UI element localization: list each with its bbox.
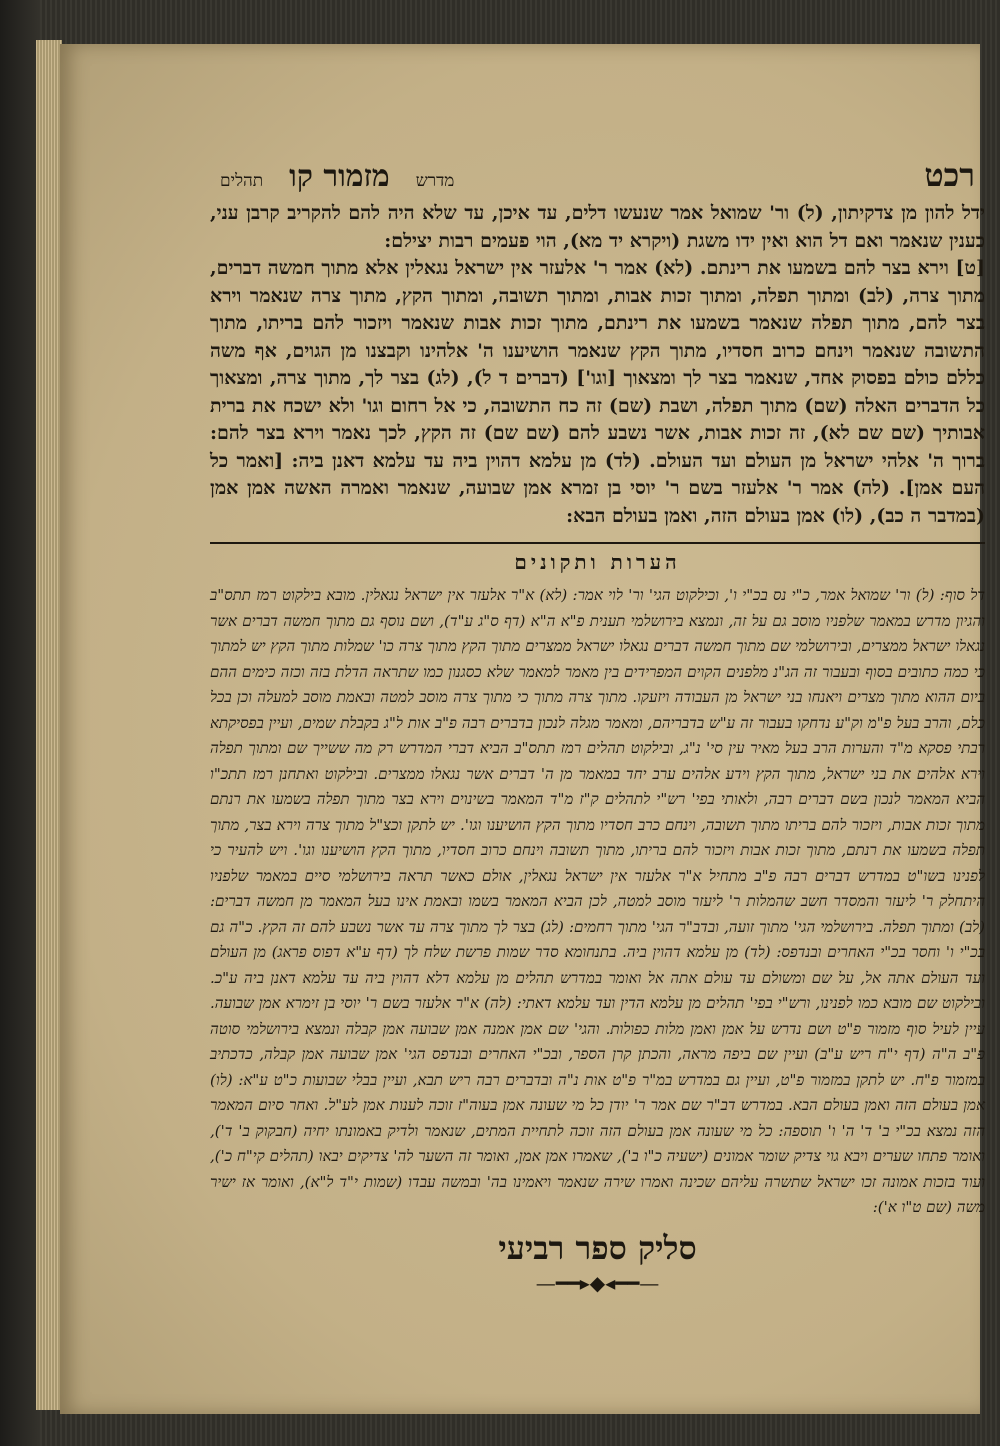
book-page	[60, 44, 985, 1414]
main-paragraph: ידל להון מן צדקיתון, (ל) ור' שמואל אמר שנעשו דלים, עד איכן, עד שלא היה להם להקריב קרבן עני, כענין שנאמר ואם דל הוא ואין ידו משגת (ויקרא יד מא), הוי פעמים רבות יצילם:	[210, 202, 985, 252]
main-paragraph: [ט] וירא בצר להם בשמעו את רינתם. (לא) אמר ר' אלעזר אין ישראל נגאלין אלא מתוך חמשה דברים, מתוך צרה, (לב) ומתוך תפלה, ומתוך זכות אבות, ומתוך תשובה, ומתוך הקץ, מתוך צרה שנאמר וירא בצר להם, מתוך תפלה שנאמר בשמעו את רינתם, מתוך זכות אבות שנאמר ויזכור להם בריתו, מתוך התשובה שנאמר וינחם כרוב חסדיו, מתוך הקץ שנאמר הושיענו ה' אלהינו וקבצנו מן הגוים, אף משה כללם כולם בפסוק אחד, שנאמר בצר לך ומצאוך [וגו'] (דברים ד ל), (לג) בצר לך, מתוך צרה, ומצאוך כל הדברים האלה (שם) מתוך תפלה, ושבת (שם) זה כח התשובה, כי אל רחום וגו' ולא ישכח את ברית אבותיך (שם שם לא), זה זכות אבות, אשר נשבע להם (שם שם) זה הקץ, לכך נאמר וירא בצר להם: ברוך ה' אלהי ישראל מן העולם ועד העולם. (לד) מן עלמא דהוין ביה עד עלמא דאנן ביה: [ואמר כל העם אמן]. (לה) אמר ר' אלעזר בשם ר' יוסי בן זמרא אמן שבועה, שנאמר ואמרה האשה אמן אמן (במדבר ה כב), (לו) אמן בעולם הזה, ואמן בעולם הבא:	[210, 257, 985, 527]
header-title	[220, 159, 454, 194]
page-content	[210, 114, 985, 1414]
header-label-tehillim: תהלים	[220, 171, 264, 191]
header-psalm: מזמור קו	[289, 159, 390, 194]
header-label-midrash: מדרש	[415, 171, 455, 191]
notes-section	[210, 583, 985, 1221]
notes-title: הערות ותקונים	[514, 550, 681, 574]
notes-text: דל סוף: (ל) ור' שמואל אמר, כ"י נס בכ"י ו', וכילקוט הגי' ור' לוי אמר: (לא) א"ר אלעזר אין ישראל נגאלין. מובא בילקוט רמז תתס"ב והגיון מדרש במאמר שלפניו מוסב גם על זה, ונמצא בירושלמי תענית פ"א ה"א (דף ס"ג ע"ד), ושם נוסף גם מתוך חמשה דברים אשר נגאלו ישראל ממצרים, ובירושלמי שם מתוך חמשה דברים נגאלו ישראל ממצרים מתוך הקץ מתוך צרה כו' שמלות מתוך הקץ יש למתוך כי כמה כתובים בסוף ובעבור זה הג"נ מלפנים הקוים המפרידים בין מאמר למאמר שלא כסגנון כמו שתראה הדלת בזה וכזה כימים ההם ביום ההוא מתוך מצרים ויאנחו בני ישראל מן העבודה ויזעקו. מתוך צרה מתוך כי מתוך צרה מוסב למטה ובאמת מוסב למעלה וכן בכל כלם, והרב בעל פ"מ וק"ע נדחקו בעבור זה ע"ש בדבריהם, ומאמר מגלה לנכון בדברים רבה פ"ב אות ל"ג בקבלת שמים, ועיין בפסיקתא רבתי פסקא מ"ד והערות הרב בעל מאיר עין סי' נ"ג, ובילקוט תהלים רמז תתס"ב הביא דברי המדרש רק מה ששייך שם ומתוך תפלה וירא אלהים את בני ישראל, מתוך הקץ וידע אלהים ערב יחד במאמר מן ה' דברים אשר נגאלו ממצרים. ובילקוט ואתחנן רמז תתכ"ו הביא המאמר לנכון בשם דברים רבה, ולאותי בפי' רש"י לתהלים ק"ז מ"ד המאמר בשינוים וירא בצר מתוך תפלה בשמעו את רנתם מתוך זכות אבות, ויזכור להם בריתו מתוך תשובה, וינחם כרב חסדיו מתוך הקץ הושיענו וגו'. יש לתקן וכצ"ל מתוך צרה וירא בצר, מתוך תפלה בשמעו את רנתם, מתוך זכות אבות ויזכור להם בריתו, מתוך תשובה וינחם כרוב חסדיו, מתוך הקץ הושיענו וגו'. ויש להעיר כי לפנינו בשו"ט במדרש דברים רבה פ"ב מתחיל א"ר אלעזר אין ישראל נגאלין, אולם כאשר תראה בירושלמי סיים במאמר שלפניו היתחלק ר' ליעזר והמסדר חשב שהמלות ר' ליעזר מוסב למטה, לכן הביא המאמר בשמו ובאמת אינו בעל המאמר מן חמשה דברים: (לב) ומתוך תפלה. בירושלמי הגי' מתוך זועה, ובדב"ר הגי' מתוך רחמים: (לג) בצר לך מתוך צרה עד אשר נשבע להם זה הקץ. כ"ה גם בכ"י ו' וחסר בכ"י האחרים ובנדפס: (לד) מן עלמא דהוין ביה. בתנחומא סדר שמות פרשת שלח לך (דף ע"א דפוס פראג) מן העולם ועד העולם אתה אל, על שם ומשולם עד עולם אתה אל ואומר במדרש תהלים מן עלמא דלא דהוין ביה עד עלמא דאנן ביה ע"כ. ובילקוט שם מובא כמו לפנינו, ורש"י בפי' תהלים מן עלמא הדין ועד עלמא דאתי: (לה) א"ר אלעזר בשם ר' יוסי בן זימרא אמן שבועה. עיין לעיל סוף מזמור פ"ט ושם נדרש על אמן ואמן מלות כפולות. והגי' שם אמן אמנה אמן שבועה אמן קבלה ונמצא בירושלמי סוטה פ"ב ה"ה (דף י"ח ריש ע"ב) ועיין שם ביפה מראה, והכתן קרן הספר, ובכ"י האחרים ובנדפס הגי' אמן שבועה אמן קבלה, כדכתיב במזמור פ"ח. יש לתקן במזמור פ"ט, ועיין גם במדרש במ"ר פ"ט אות נ"ה ובדברים רבה ריש תבא, ועיין בבלי שבועות כ"ט ע"א: (לו) אמן בעולם הזה ואמן בעולם הבא. במדרש דב"ר שם אמר ר' יודן כל מי שעונה אמן בעוה"ז זוכה לענות אמן לע"ל. ואחר סיום המאמר הזה נמצא בכ"י ב' ד' ה' ו' תוספה: כל מי שעונה אמן בעולם הזה זוכה לתחיית המתים, שנאמר ולדיק באמונתו יחיה (חבקוק ב' ד'), ואומר פתחו שערים ויבא גוי צדיק שומר אמונים (ישעיה כ"ו ב'), שאמרו אמן אמן, ואומר זה השער לה' צדיקים יבאו (תהלים קי"ח כ'), ועוד בזכות אמונה זכו ישראל שתשרה עליהם שכינה ואמרו שירה שנאמר ויאמינו בה' ובמשה עבדו (שמות י"ד ל"א), ואומר אז ישיר משה (שם ט"ו א'):	[210, 586, 985, 1216]
ornament-divider: —━━▸◆◂━━—	[535, 1270, 660, 1295]
running-header	[210, 156, 985, 196]
closing-line: סליק ספר רביעי	[498, 1228, 697, 1267]
folio-number: רכט	[924, 156, 975, 194]
book-spine	[0, 0, 40, 1446]
page-edges	[36, 40, 62, 1410]
main-text	[210, 200, 985, 530]
divider-rule	[210, 542, 985, 544]
